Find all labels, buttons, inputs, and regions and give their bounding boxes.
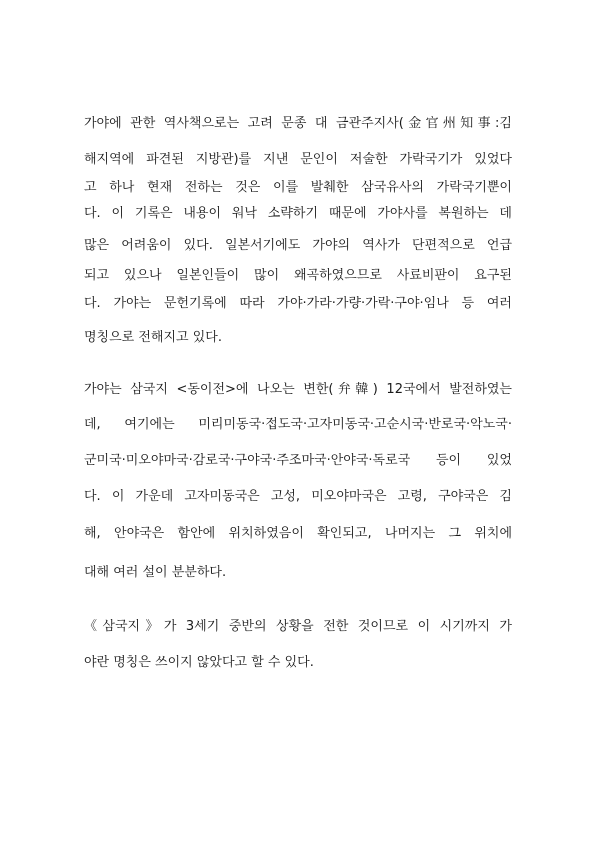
paragraph-2-line-6: 대해 여러 설이 분분하다. bbox=[84, 565, 227, 580]
paragraph-2-line-2: 데, 여기에는 미리미동국·접도국·고자미동국·고순시국·반로국·악노국· bbox=[84, 417, 512, 432]
paragraph-1-line-5: 많은 어려움이 있다. 일본서기에도 가야의 역사가 단편적으로 언급 bbox=[84, 238, 512, 253]
paragraph-1-line-8: 명칭으로 전해지고 있다. bbox=[84, 330, 222, 345]
paragraph-1-line-2: 해지역에 파견된 지방관)를 지낸 문인이 저술한 가락국기가 있었다 bbox=[84, 152, 512, 167]
paragraph-1-line-7: 다. 가야는 문헌기록에 따라 가야·가라·가량·가락·구야·임나 등 여러 bbox=[84, 296, 512, 311]
paragraph-2-line-5: 해, 안야국은 함안에 위치하였음이 확인되고, 나머지는 그 위치에 bbox=[84, 526, 512, 541]
paragraph-2-line-3: 군미국·미오야마국·감로국·구야국·주조마국·안야국·독로국 등이 있었 bbox=[84, 453, 512, 468]
paragraph-2-line-4: 다. 이 가운데 고자미동국은 고성, 미오야마국은 고령, 구야국은 김 bbox=[84, 489, 512, 504]
paragraph-1-line-6: 되고 있으나 일본인들이 많이 왜곡하였으므로 사료비판이 요구된 bbox=[84, 268, 512, 283]
paragraph-2-line-1: 가야는 삼국지 <동이전>에 나오는 변한(弁韓) 12국에서 발전하였는 bbox=[84, 382, 512, 397]
paragraph-1-line-4: 다. 이 기록은 내용이 워낙 소략하기 때문에 가야사를 복원하는 데 bbox=[84, 206, 512, 221]
paragraph-3-line-2: 야란 명칭은 쓰이지 않았다고 할 수 있다. bbox=[84, 655, 314, 670]
paragraph-1-line-1: 가야에 관한 역사책으로는 고려 문종 대 금관주지사(金官州知事:김 bbox=[84, 116, 512, 131]
paragraph-3-line-1: 《삼국지》가 3세기 중반의 상황을 전한 것이므로 이 시기까지 가 bbox=[84, 619, 512, 634]
paragraph-1-line-3: 고 하나 현재 전하는 것은 이를 발췌한 삼국유사의 가락국기뿐이 bbox=[84, 180, 512, 195]
